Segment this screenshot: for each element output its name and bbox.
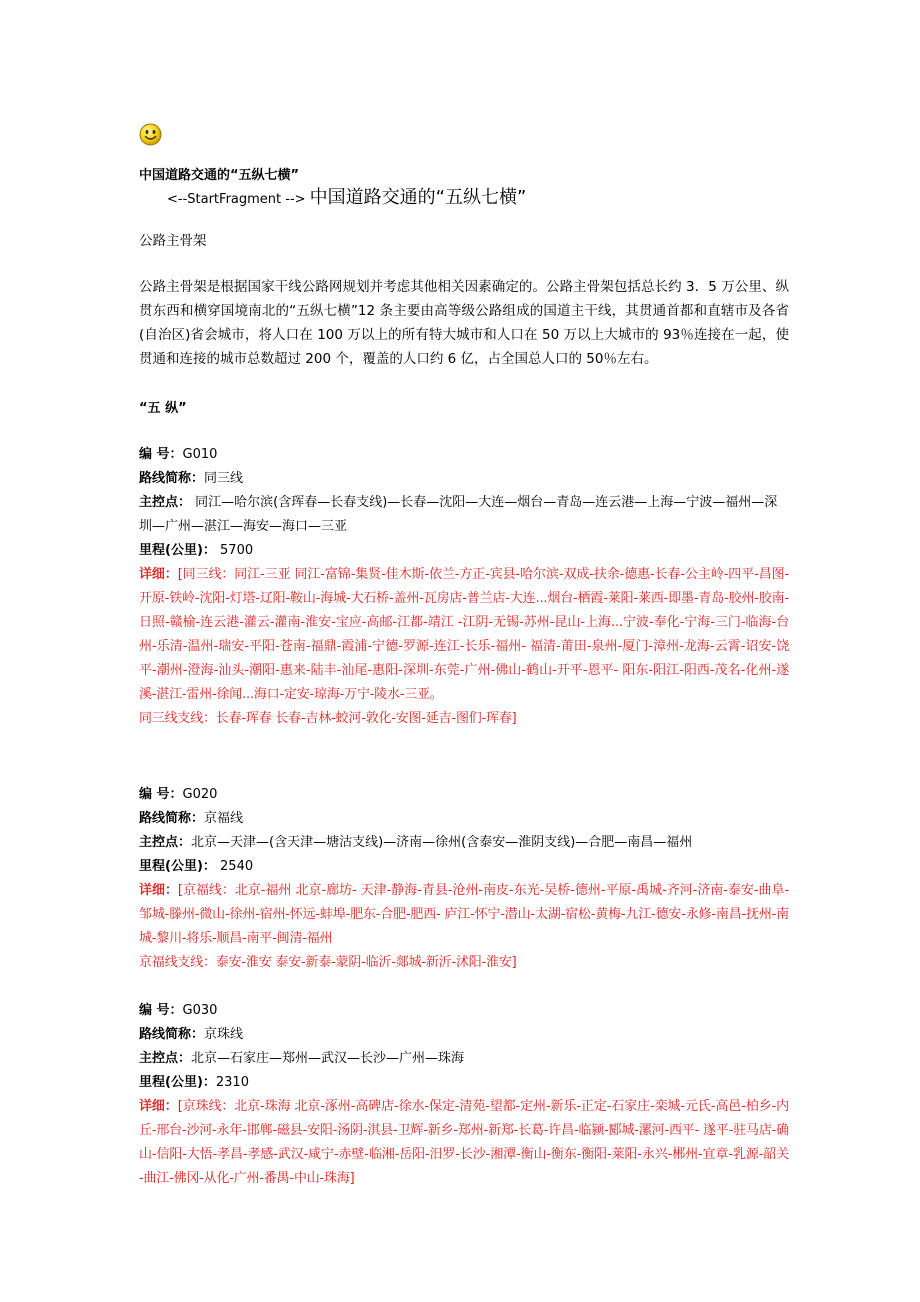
route-detail-text: [京珠线：北京-珠海 北京-涿州-高碑店-徐水-保定-清苑-望都-定州-新乐-正定-石家庄-栾城-元氏-高邑-柏乡-内丘-邢台-沙河-永年-邯郸-磁县-安阳-汤阴-淇县-卫辉-新乡-郑州-新郑-长葛-许昌-临颍-郾城-漯河-西平- 遂平-驻马店-确山-信阳-大悟-孝昌-孝感-武汉-咸宁-赤壁-临湘-岳阳-汨罗-长沙-湘潭-衡山-衡东-衡阳-莱阳-永兴-郴州-宜章-乳源-韶关 -曲江-佛冈-从化-广州-番禺-中山-珠海] [139, 1099, 789, 1186]
mileage-label: 里程(公里)： [139, 1075, 216, 1090]
route-detail [139, 563, 789, 707]
document-title: 中国道路交通的“五纵七横” [139, 168, 300, 183]
route-entry-g010 [139, 443, 789, 731]
route-control-points: 同江—哈尔滨(含珲春—长春支线)—长春—沈阳—大连—烟台—青岛—连云港—上海—宁波—福州—深圳—广州—湛江—海安—海口—三亚 [139, 495, 778, 534]
number-label: 编 号： [139, 1003, 183, 1018]
short-name-row [139, 467, 789, 491]
control-points-row [139, 491, 789, 539]
fragment-marker: <--StartFragment --> [167, 192, 306, 207]
number-label: 编 号： [139, 447, 183, 462]
route-branch: 京福线支线：泰安-淮安 泰安-新泰-蒙阴-临沂-郯城-新沂-沭阳-淮安] [139, 955, 517, 970]
intro-paragraph: 公路主骨架是根据国家干线公路网规划并考虑其他相关因素确定的。公路主骨架包括总长约 3．5 万公里、纵贯东西和横穿国境南北的“五纵七横”12 条主要由高等级公路组成的国道主干线，其贯通首都和直辖市及各省(自治区)省会城市，将人口在 100 万以上的所有特大城市和人口在 50 万以上大城市的 93％连接在一起，使贯通和连接的城市总数超过 200 个，覆盖的人口约 6 亿，占全国总人口的 50％左右。 [139, 279, 789, 367]
control-points-label: 主控点： [139, 495, 192, 510]
smiley-face-icon [139, 123, 162, 146]
route-branch: 同三线支线：长春-珲春 长春-吉林-蛟河-敦化-安图-延吉-图们-珲春] [139, 711, 517, 726]
route-number-row [139, 443, 789, 467]
route-mileage: 2310 [215, 1075, 249, 1090]
short-name-label: 路线简称： [139, 1027, 205, 1042]
wuzong-heading: “五 纵” [139, 401, 187, 416]
detail-label: 详细： [139, 883, 178, 898]
route-entry-g020 [139, 783, 789, 975]
route-number: G010 [182, 447, 218, 462]
route-mileage: 2540 [215, 859, 254, 874]
section-label: 公路主骨架 [139, 233, 207, 249]
route-detail [139, 1095, 789, 1191]
short-name-row [139, 1023, 789, 1047]
mileage-row [139, 855, 789, 879]
control-points-label: 主控点： [139, 835, 192, 850]
route-control-points: 北京—石家庄—郑州—武汉—长沙—广州—珠海 [191, 1051, 465, 1066]
route-mileage: 5700 [215, 543, 254, 558]
route-detail-text: [京福线：北京-福州 北京-廊坊- 天津-静海-青县-沧州-南皮-东光-吴桥-德州-平原-禹城-齐河-济南-泰安-曲阜-邹城-滕州-微山-徐州-宿州-怀远-蚌埠-肥东-合肥-肥西- 庐江-怀宁-潜山-太湖-宿松-黄梅-九江-德安-永修-南昌-抚州-南城-黎川-将乐-顺昌-南平-闽清-福州 [139, 883, 789, 946]
route-entry-g030 [139, 999, 789, 1191]
route-number: G020 [182, 787, 218, 802]
control-points-row [139, 1047, 789, 1071]
route-short-name: 同三线 [204, 471, 244, 486]
route-short-name: 京珠线 [204, 1027, 244, 1042]
mileage-row [139, 539, 789, 563]
short-name-label: 路线简称： [139, 811, 205, 826]
fragment-title: 中国道路交通的“五纵七横” [309, 187, 527, 208]
detail-label: 详细： [139, 567, 178, 582]
control-points-label: 主控点： [139, 1051, 192, 1066]
route-number-row [139, 783, 789, 807]
control-points-row [139, 831, 789, 855]
fragment-line [167, 186, 526, 212]
mileage-row [139, 1071, 789, 1095]
short-name-row [139, 807, 789, 831]
route-control-points: 北京—天津—(含天津—塘沽支线)—济南—徐州(含泰安—淮阴支线)—合肥—南昌—福州 [191, 835, 693, 850]
short-name-label: 路线简称： [139, 471, 205, 486]
route-number: G030 [182, 1003, 218, 1018]
number-label: 编 号： [139, 787, 183, 802]
route-detail [139, 879, 789, 951]
mileage-label: 里程(公里)： [139, 859, 216, 874]
route-number-row [139, 999, 789, 1023]
route-short-name: 京福线 [204, 811, 244, 826]
mileage-label: 里程(公里)： [139, 543, 216, 558]
detail-label: 详细： [139, 1099, 178, 1114]
route-detail-text: [同三线：同江-三亚 同江-富锦-集贤-佳木斯-依兰-方正-宾县-哈尔滨-双成-扶余-德惠-长春-公主岭-四平-昌图-开原-铁岭-沈阳-灯塔-辽阳-鞍山-海城-大石桥-盖州-瓦房店-普兰店-大连...烟台-栖霞-莱阳-莱西-即墨-青岛-胶州-胶南-日照-赣榆-连云港-灌云-灌南-淮安-宝应-高邮-江都-靖江 -江阴-无锡-苏州-昆山-上海...宁波-奉化-宁海-三门-临海-台州-乐清-温州-瑞安-平阳-苍南-福鼎-霞浦-宁德-罗源-连江-长乐-福州- 福清-莆田-泉州-厦门-漳州-龙海-云霄-诏安-饶平-潮州-澄海-汕头-潮阳-惠来-陆丰-汕尾-惠阳-深圳-东莞-广州-佛山-鹤山-开平-恩平- 阳东-阳江-阳西-茂名-化州-遂溪-湛江-雷州-徐闻...海口-定安-琼海-万宁-陵水-三亚。 [139, 567, 789, 702]
